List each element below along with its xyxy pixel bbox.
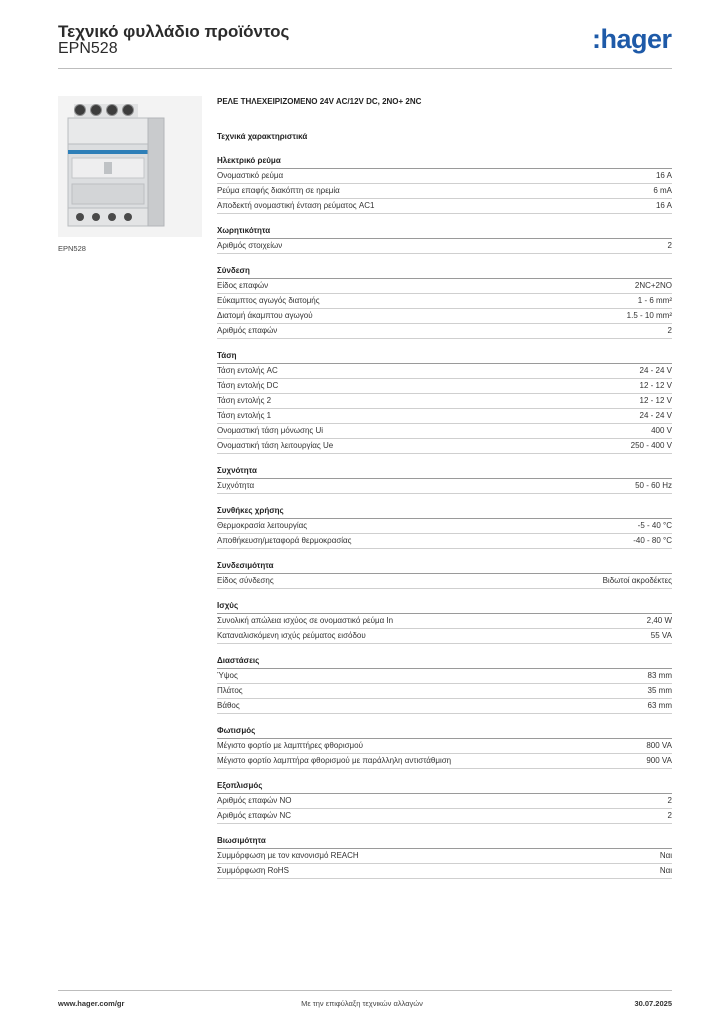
spec-value: 16 A xyxy=(655,201,672,210)
section-title: Φωτισμός xyxy=(217,724,672,739)
spec-section xyxy=(217,559,672,589)
specs-heading: Τεχνικά χαρακτηριστικά xyxy=(217,132,308,141)
spec-row xyxy=(217,669,672,684)
spec-label: Αποθήκευση/μεταφορά θερμοκρασίας xyxy=(217,536,352,545)
spec-label: Συμμόρφωση RoHS xyxy=(217,866,289,875)
spec-section xyxy=(217,224,672,254)
spec-value: 2 xyxy=(667,796,672,805)
spec-section xyxy=(217,349,672,454)
spec-value: 16 A xyxy=(655,171,672,180)
spec-label: Συμμόρφωση με τον κανονισμό REACH xyxy=(217,851,359,860)
spec-label: Ρεύμα επαφής διακόπτη σε ηρεμία xyxy=(217,186,340,195)
relay-illustration-icon xyxy=(58,96,202,237)
section-title: Διαστάσεις xyxy=(217,654,672,669)
spec-row xyxy=(217,849,672,864)
spec-row xyxy=(217,809,672,824)
spec-section xyxy=(217,264,672,339)
brand-name: hager xyxy=(600,24,672,54)
spec-label: Θερμοκρασία λειτουργίας xyxy=(217,521,308,530)
spec-value: 2NC+2NO xyxy=(634,281,672,290)
spec-value: Ναι xyxy=(659,866,672,875)
spec-row xyxy=(217,294,672,309)
spec-label: Αριθμός στοιχείων xyxy=(217,241,283,250)
spec-label: Τάση εντολής 2 xyxy=(217,396,272,405)
spec-value: Βιδωτοί ακροδέκτες xyxy=(602,576,672,585)
spec-label: Βάθος xyxy=(217,701,240,710)
spec-row xyxy=(217,534,672,549)
spec-row xyxy=(217,794,672,809)
spec-value: 6 mA xyxy=(653,186,672,195)
document-title: Τεχνικό φυλλάδιο προϊόντος xyxy=(58,22,290,41)
spec-section xyxy=(217,834,672,879)
spec-section xyxy=(217,154,672,214)
spec-sections xyxy=(217,154,672,879)
spec-value: Ναι xyxy=(659,851,672,860)
spec-label: Ονομαστική τάση λειτουργίας Ue xyxy=(217,441,334,450)
spec-label: Ονομαστική τάση μόνωσης Ui xyxy=(217,426,324,435)
logo-mark-icon: : xyxy=(592,24,601,54)
section-title: Τάση xyxy=(217,349,672,364)
spec-row xyxy=(217,279,672,294)
spec-section xyxy=(217,599,672,644)
spec-value: 83 mm xyxy=(647,671,672,680)
spec-section xyxy=(217,654,672,714)
spec-label: Αριθμός επαφών NO xyxy=(217,796,292,805)
spec-row xyxy=(217,864,672,879)
spec-label: Μέγιστο φορτίο λαμπτήρα φθορισμού με παράλληλη αντιστάθμιση xyxy=(217,756,452,765)
spec-row xyxy=(217,519,672,534)
spec-row xyxy=(217,364,672,379)
spec-value: 12 - 12 V xyxy=(639,381,672,390)
spec-row xyxy=(217,614,672,629)
section-title: Εξοπλισμός xyxy=(217,779,672,794)
spec-row xyxy=(217,184,672,199)
footer-date: 30.07.2025 xyxy=(634,999,672,1008)
section-title: Συχνότητα xyxy=(217,464,672,479)
footer-note: Με την επιφύλαξη τεχνικών αλλαγών xyxy=(301,999,423,1008)
spec-label: Συνολική απώλεια ισχύος σε ονομαστικό ρεύμα In xyxy=(217,616,394,625)
spec-label: Τάση εντολής AC xyxy=(217,366,278,375)
spec-value: 2 xyxy=(667,326,672,335)
spec-row xyxy=(217,739,672,754)
spec-label: Είδος επαφών xyxy=(217,281,269,290)
spec-label: Τάση εντολής 1 xyxy=(217,411,272,420)
spec-label: Μέγιστο φορτίο με λαμπτήρες φθορισμού xyxy=(217,741,363,750)
spec-section xyxy=(217,504,672,549)
spec-value: -40 - 80 °C xyxy=(633,536,672,545)
section-title: Συνδεσιμότητα xyxy=(217,559,672,574)
spec-row xyxy=(217,754,672,769)
section-title: Χωρητικότητα xyxy=(217,224,672,239)
spec-value: 1 - 6 mm² xyxy=(637,296,672,305)
spec-label: Τάση εντολής DC xyxy=(217,381,279,390)
spec-label: Αριθμός επαφών NC xyxy=(217,811,292,820)
spec-section xyxy=(217,779,672,824)
spec-row xyxy=(217,699,672,714)
section-title: Ισχύς xyxy=(217,599,672,614)
spec-row xyxy=(217,574,672,589)
spec-row xyxy=(217,169,672,184)
spec-value: 35 mm xyxy=(647,686,672,695)
spec-value: 12 - 12 V xyxy=(639,396,672,405)
spec-row xyxy=(217,324,672,339)
spec-row xyxy=(217,309,672,324)
spec-value: 1.5 - 10 mm² xyxy=(626,311,672,320)
spec-value: 63 mm xyxy=(647,701,672,710)
spec-label: Καταναλισκόμενη ισχύς ρεύματος εισόδου xyxy=(217,631,366,640)
image-caption: EPN528 xyxy=(58,244,86,253)
spec-label: Διατομή άκαμπτου αγωγού xyxy=(217,311,313,320)
brand-logo[interactable] xyxy=(592,24,672,55)
spec-value: 800 VA xyxy=(646,741,672,750)
spec-value: 24 - 24 V xyxy=(639,411,672,420)
spec-value: 2,40 W xyxy=(646,616,672,625)
spec-value: 400 V xyxy=(651,426,672,435)
spec-label: Ονομαστικό ρεύμα xyxy=(217,171,284,180)
spec-label: Συχνότητα xyxy=(217,481,255,490)
spec-section xyxy=(217,724,672,769)
section-title: Βιωσιμότητα xyxy=(217,834,672,849)
spec-row xyxy=(217,199,672,214)
spec-value: 250 - 400 V xyxy=(630,441,672,450)
spec-row xyxy=(217,684,672,699)
spec-content xyxy=(217,95,672,879)
product-description: ΡΕΛΕ ΤΗΛΕΧΕΙΡΙΖΟΜΕΝΟ 24V AC/12V DC, 2NO+ 2NC xyxy=(217,97,422,106)
spec-value: 2 xyxy=(667,811,672,820)
spec-row xyxy=(217,629,672,644)
spec-section xyxy=(217,464,672,494)
spec-value: 2 xyxy=(667,241,672,250)
spec-value: 55 VA xyxy=(650,631,672,640)
spec-label: Ύψος xyxy=(217,671,238,680)
section-title: Σύνδεση xyxy=(217,264,672,279)
spec-label: Εύκαμπτος αγωγός διατομής xyxy=(217,296,320,305)
spec-value: 24 - 24 V xyxy=(639,366,672,375)
spec-value: -5 - 40 °C xyxy=(637,521,672,530)
spec-row xyxy=(217,394,672,409)
spec-value: 900 VA xyxy=(646,756,672,765)
product-image xyxy=(58,96,202,237)
footer-website-link[interactable]: www.hager.com/gr xyxy=(58,999,125,1008)
spec-row xyxy=(217,409,672,424)
product-code: EPN528 xyxy=(58,40,118,57)
spec-value: 50 - 60 Hz xyxy=(635,481,672,490)
spec-label: Είδος σύνδεσης xyxy=(217,576,274,585)
spec-label: Αριθμός επαφών xyxy=(217,326,278,335)
spec-row xyxy=(217,479,672,494)
spec-row xyxy=(217,379,672,394)
section-title: Συνθήκες χρήσης xyxy=(217,504,672,519)
header-divider xyxy=(58,68,672,69)
spec-label: Πλάτος xyxy=(217,686,243,695)
footer-divider xyxy=(58,990,672,991)
spec-row xyxy=(217,239,672,254)
section-title: Ηλεκτρικό ρεύμα xyxy=(217,154,672,169)
spec-row xyxy=(217,424,672,439)
spec-label: Αποδεκτή ονομαστική ένταση ρεύματος AC1 xyxy=(217,201,375,210)
spec-row xyxy=(217,439,672,454)
